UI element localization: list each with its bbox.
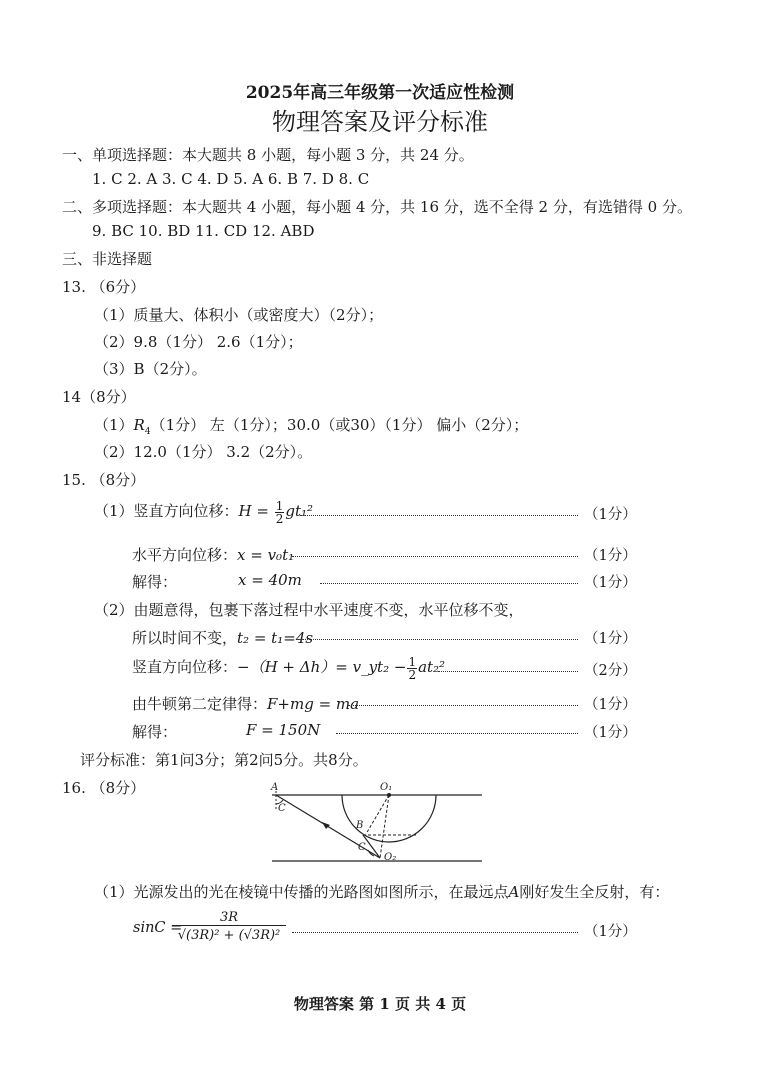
q15-step3-eq: x = 40m xyxy=(238,571,302,589)
q15-step3-label: 解得： xyxy=(132,573,178,591)
q15-step3-points: （1分） xyxy=(584,575,637,591)
leader-dots xyxy=(348,705,578,706)
q14-line1 xyxy=(94,414,528,437)
q15-step6-label: 竖直方向位移： xyxy=(132,658,238,676)
exam-title: 2025年高三年级第一次适应性检测 xyxy=(245,83,515,103)
leader-dots xyxy=(438,671,578,672)
fig-label-O1: O₁ xyxy=(380,782,393,793)
q13-line2: （2）9.8（1分） 2.6（1分）； xyxy=(94,333,303,351)
q15-step5-label: 所以时间不变， xyxy=(132,629,238,647)
q15-step6-points: （2分） xyxy=(584,663,637,679)
q15-step1-eq-rhs: gt₁² xyxy=(285,502,314,520)
q15-step6-fraction xyxy=(407,656,417,681)
leader-dots xyxy=(292,932,578,933)
section1-answers: 1. C 2. A 3. C 4. D 5. A 6. B 7. D 8. C xyxy=(92,170,370,188)
q16-sin-numerator: 3R xyxy=(172,910,286,926)
q15-step7-points: （1分） xyxy=(584,697,637,713)
q13-label: 13. （6分） xyxy=(62,278,146,296)
q15-step5-points: （1分） xyxy=(584,631,637,647)
q16-part1-text-b: 刚好发生全反射，有： xyxy=(519,883,670,901)
q14-line1-prefix: （1） xyxy=(94,416,134,434)
q14-label: 14（8分） xyxy=(62,388,136,406)
q16-part1-text xyxy=(94,881,669,902)
q15-step1 xyxy=(94,496,313,530)
q15-step5-eq: t₂ = t₁=4s xyxy=(237,629,314,647)
q15-step1-points: （1分） xyxy=(584,507,637,523)
q16-sin-denominator: √(3R)² + (√3R)² xyxy=(177,928,281,943)
q15-grading: 评分标准：第1问3分；第2问5分。共8分。 xyxy=(80,751,368,769)
q15-label: 15. （8分） xyxy=(62,471,146,489)
page-title: 物理答案及评分标准 xyxy=(272,108,488,136)
section1-heading: 一、单项选择题：本大题共 8 小题，每小题 3 分，共 24 分。 xyxy=(62,146,474,164)
q14-line1-rest: （1分） 左（1分）；30.0（或30）（1分） 偏小（2分）； xyxy=(150,416,529,434)
section2-answers: 9. BC 10. BD 11. CD 12. ABD xyxy=(92,222,315,240)
q13-line1: （1）质量大、体积小（或密度大）（2分）； xyxy=(94,306,384,324)
q16-part1-text-a: （1）光源发出的光在棱镜中传播的光路图如图所示，在最远点 xyxy=(94,883,509,901)
q15-step8-points: （1分） xyxy=(584,725,637,741)
q15-step5 xyxy=(132,627,313,648)
fraction-denominator: 2 xyxy=(408,667,417,682)
q15-step2-eq: x = v₀t₁ xyxy=(237,546,295,564)
q16-sin-points: （1分） xyxy=(584,924,637,940)
fraction-denominator: 2 xyxy=(275,511,284,526)
q16-label: 16. （8分） xyxy=(62,779,146,797)
q15-step7-label: 由牛顿第二定律得： xyxy=(132,695,268,713)
fraction-numerator: 1 xyxy=(408,654,417,669)
q15-step1-eq-lhs: H = xyxy=(238,502,274,520)
q15-step2 xyxy=(132,544,294,565)
q15-step6-eq-rhs: at₂² xyxy=(418,658,446,676)
q14-resistor-symbol: R xyxy=(133,416,145,434)
leader-dots xyxy=(298,639,578,640)
q15-step1-label: （1）竖直方向位移： xyxy=(94,502,239,520)
q15-step6 xyxy=(132,652,445,686)
q15-part2-text: （2）由题意得，包裹下落过程中水平速度不变，水平位移不变， xyxy=(94,601,524,619)
section2-heading: 二、多项选择题：本大题共 4 小题，每小题 4 分，共 16 分，选不全得 2 分，有选错得 0 分。 xyxy=(62,198,692,216)
q15-step7 xyxy=(132,693,359,714)
q16-point-A: A xyxy=(508,883,520,901)
q15-step8-label: 解得： xyxy=(132,723,178,741)
q14-resistor-subscript: 4 xyxy=(144,427,151,437)
q16-sin-fraction xyxy=(172,910,286,943)
q13-line3: （3）B（2分）。 xyxy=(94,360,207,378)
q15-step6-eq-lhs: −（H + Δh）= v_yt₂ − xyxy=(237,658,407,676)
q15-step2-label: 水平方向位移： xyxy=(132,546,238,564)
fig-label-B: B xyxy=(356,820,364,831)
fig-label-C: C xyxy=(278,803,286,814)
fraction-numerator: 1 xyxy=(275,498,284,513)
page-footer: 物理答案 第 1 页 共 4 页 xyxy=(293,995,467,1013)
prism-light-path-figure xyxy=(268,778,486,868)
leader-dots xyxy=(336,733,578,734)
q16-sin-lhs: sinC = xyxy=(133,920,183,936)
section3-heading: 三、非选择题 xyxy=(62,250,153,268)
fig-label-C2: C xyxy=(358,842,366,853)
q15-step1-fraction xyxy=(275,500,285,525)
q15-step7-eq: F+mg = ma xyxy=(267,695,360,713)
q15-step2-points: （1分） xyxy=(584,548,637,564)
fig-label-O2: O₂ xyxy=(384,852,397,863)
leader-dots xyxy=(292,556,578,557)
leader-dots xyxy=(300,515,578,516)
q15-step8-eq: F = 150N xyxy=(246,721,321,739)
fig-label-A: A xyxy=(271,782,279,793)
q14-line2: （2）12.0（1分） 3.2（2分）。 xyxy=(94,443,313,461)
leader-dots xyxy=(320,583,578,584)
